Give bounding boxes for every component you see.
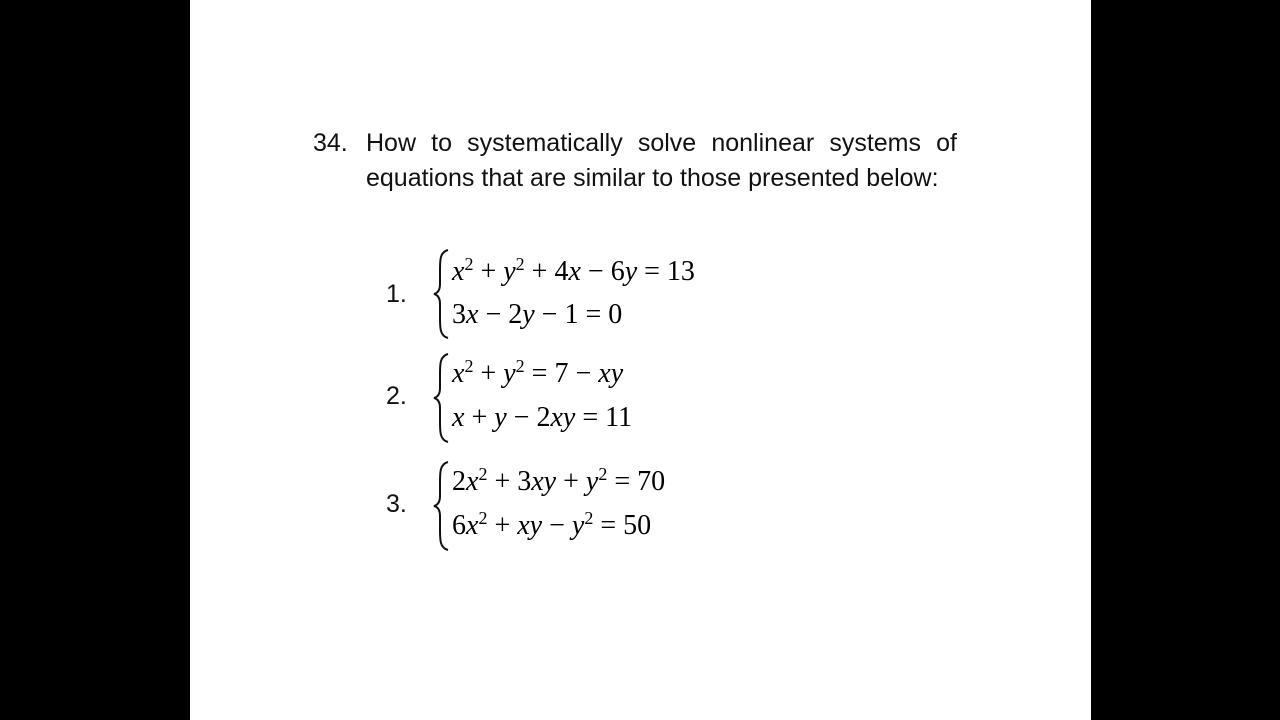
equation-1b: 3x − 2y − 1 = 0 — [452, 299, 623, 330]
document-page — [190, 0, 1091, 720]
equation-2b: x + y − 2xy = 11 — [452, 402, 633, 433]
system-label: 3. — [386, 490, 407, 518]
equation-system-1 — [386, 248, 806, 344]
system-label: 1. — [386, 280, 407, 308]
system-label: 2. — [386, 382, 407, 410]
question-number: 34. — [313, 129, 348, 157]
left-brace-icon — [432, 248, 450, 340]
equation-3b: $6x^2$ + xy − $y^2 = 50$ — [452, 508, 652, 541]
equation-system-3 — [386, 460, 806, 556]
equation-system-2 — [386, 352, 806, 448]
equation-3a: $2x^2 + 3xy + y^2 = 70$ — [452, 464, 666, 497]
left-brace-icon — [432, 460, 450, 552]
equation-1a: $x^2 + y^2 + 4x - 6y = 13$ — [452, 254, 695, 287]
left-brace-icon — [432, 352, 450, 444]
question-text: How to systematically solve nonlinear systems of equations that are similar to those presented below: — [366, 129, 957, 192]
equation-2a: $x^2 + y^2 = 7$ − xy — [452, 356, 624, 389]
